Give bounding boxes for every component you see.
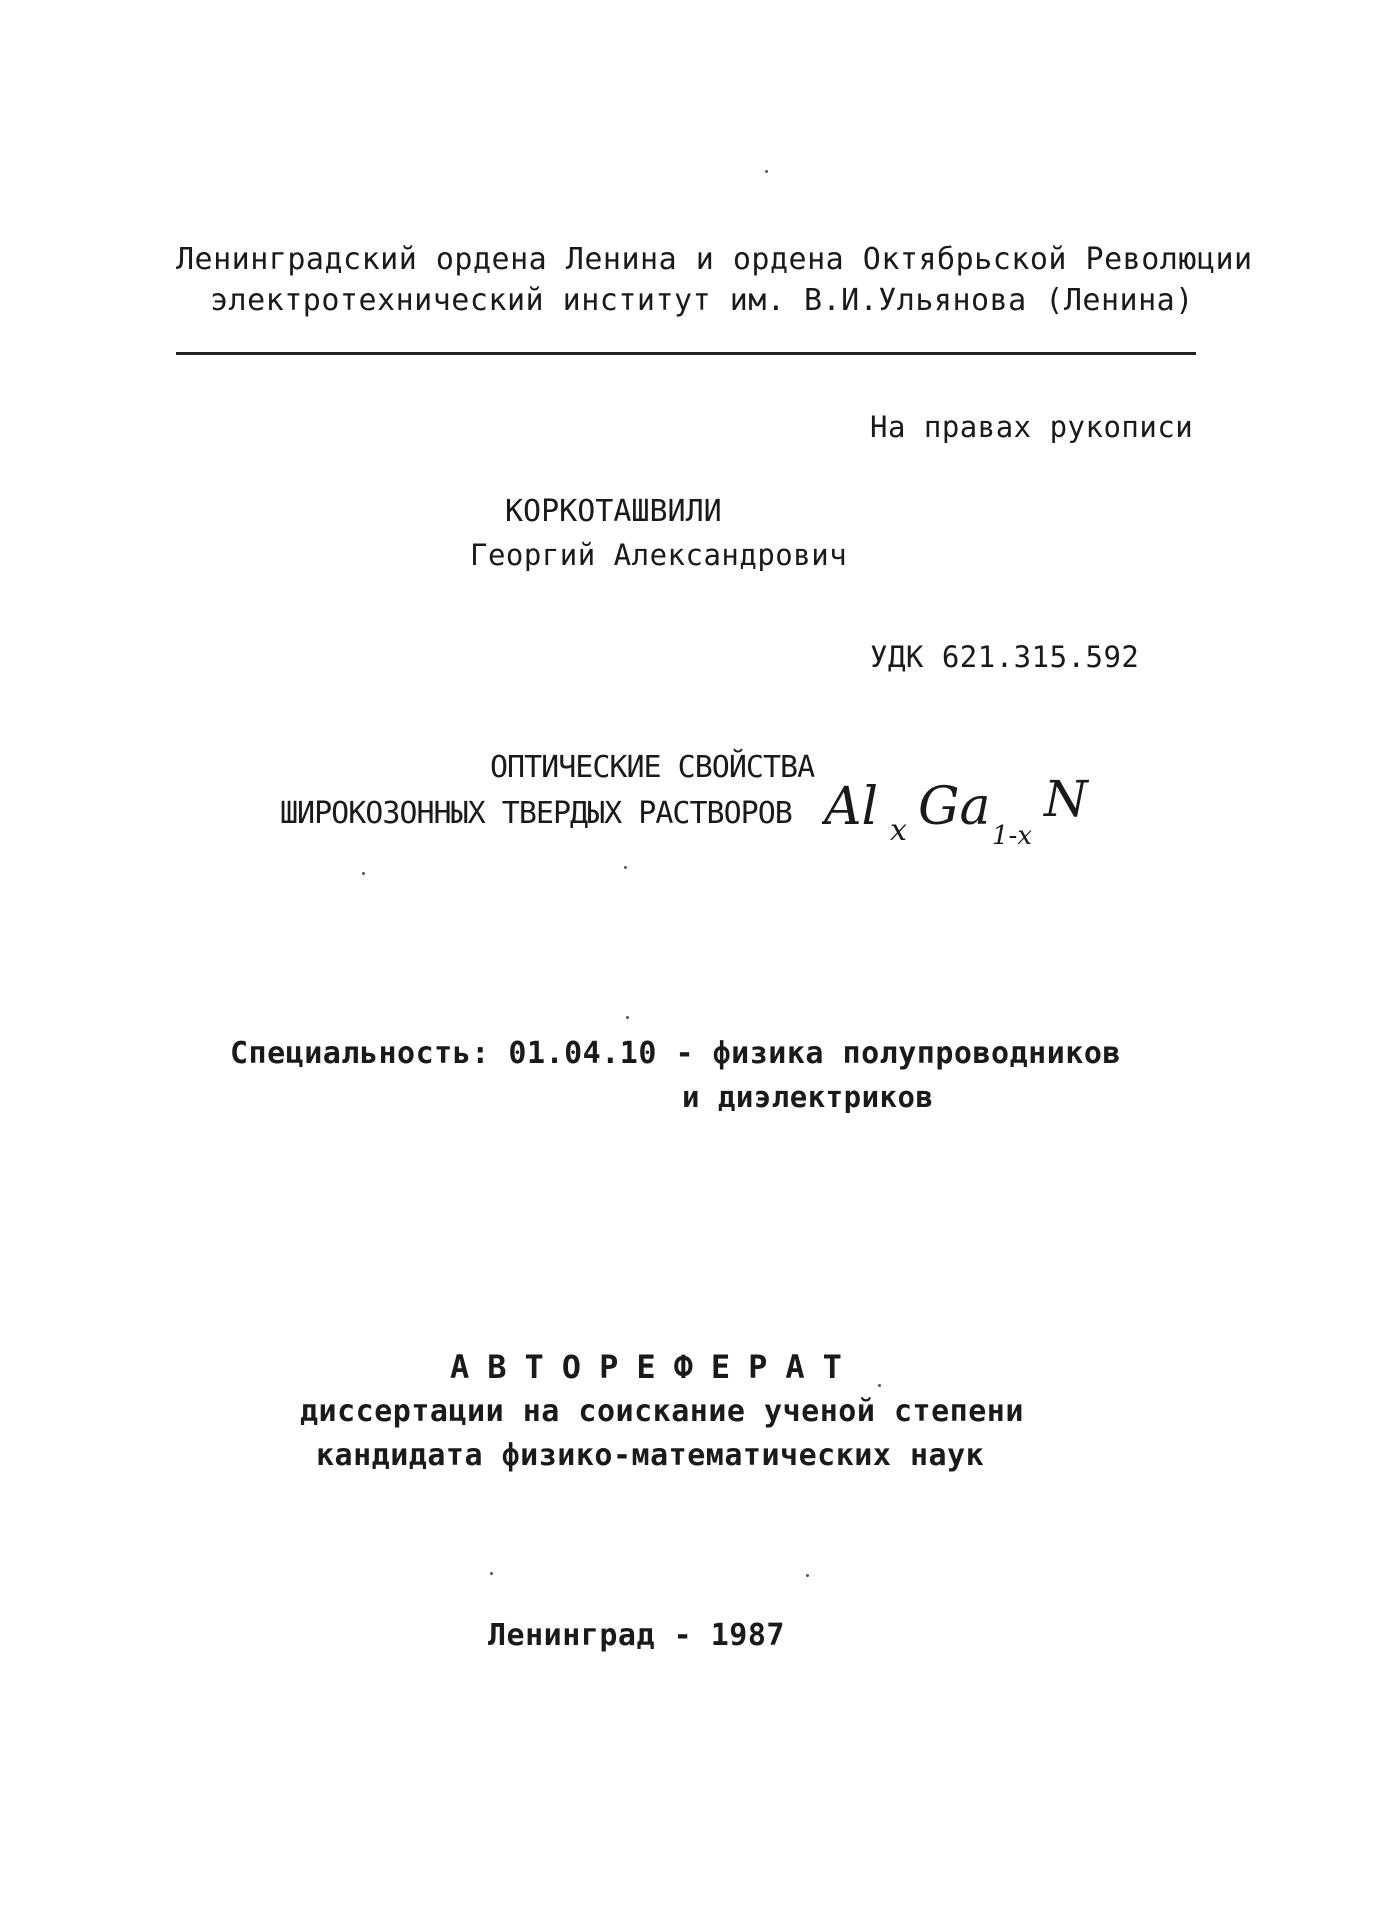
formula-element-al: Al xyxy=(824,777,879,837)
scan-speck xyxy=(806,1574,809,1577)
specialty-line-2: и диэлектриков xyxy=(682,1080,934,1114)
scan-speck xyxy=(490,1572,493,1575)
specialty-line-1: Специальность: 01.04.10 - физика полупроводников xyxy=(230,1036,1121,1071)
title-line-1: ОПТИЧЕСКИЕ СВОЙСТВА xyxy=(490,750,815,785)
institution-line-2: электротехнический институт им. В.И.Ульянова (Ленина) xyxy=(210,283,1194,318)
scan-speck xyxy=(624,866,627,869)
city-year: Ленинград - 1987 xyxy=(488,1618,785,1653)
udk-code: УДК 621.315.592 xyxy=(870,640,1140,674)
scan-speck xyxy=(878,1384,881,1387)
institution-line-1: Ленинградский ордена Ленина и ордена Октябрьской Революции xyxy=(176,242,1253,277)
scan-speck xyxy=(362,872,365,875)
handwritten-formula xyxy=(822,766,1102,856)
title-line-2: ШИРОКОЗОННЫХ ТВЕРДЫХ РАСТВОРОВ xyxy=(280,796,792,831)
author-given-name: Георгий Александрович xyxy=(470,538,848,572)
scan-speck xyxy=(765,170,768,173)
header-divider xyxy=(176,352,1196,355)
formula-element-n: N xyxy=(1044,770,1088,828)
formula-element-ga: Ga xyxy=(918,777,991,837)
formula-subscript-x: x xyxy=(890,813,907,848)
formula-subscript-1-x: 1-x xyxy=(992,821,1032,851)
rights-notice: На правах рукописи xyxy=(870,410,1194,444)
document-type: АВТОРЕФЕРАТ xyxy=(450,1348,860,1386)
scan-speck xyxy=(626,1016,629,1019)
degree-line-2: кандидата физико-математических наук xyxy=(316,1438,985,1473)
author-surname: КОРКОТАШВИЛИ xyxy=(505,494,722,529)
degree-line-1: диссертации на соискание ученой степени xyxy=(300,1394,1024,1429)
